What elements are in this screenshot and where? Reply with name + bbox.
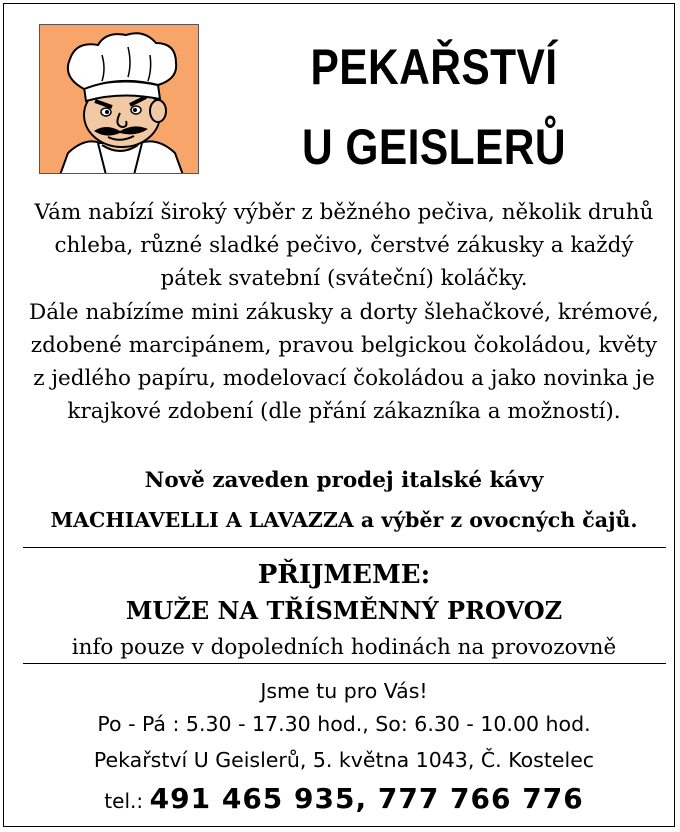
divider (23, 547, 666, 548)
phone-numbers: 491 465 935, 777 766 776 (149, 782, 584, 815)
hiring-info: info pouze v dopoledních hodinách na provozovně (71, 635, 617, 660)
phone-label: tel.: (104, 789, 144, 813)
greeting: Jsme tu pro Vás! (260, 679, 428, 703)
address: Pekařství U Geislerů, 5. května 1043, Č. Kostelec (93, 748, 595, 772)
hiring-heading: PŘIJMEME: (257, 560, 431, 590)
chef-logo (39, 24, 199, 174)
flyer (3, 3, 675, 827)
chef-icon (40, 25, 199, 174)
bakery-title-line1: PEKAŘSTVÍ (310, 39, 558, 95)
opening-hours: Po - Pá : 5.30 - 17.30 hod., So: 6.30 - 10.00 hod. (97, 712, 591, 736)
divider (23, 663, 666, 664)
hiring-position: MUŽE NA TŘÍSMĚNNÝ PROVOZ (125, 596, 563, 625)
products-paragraph: Dále nabízíme mini zákusky a dorty šlehačkové, krémové, zdobené marcipánem, pravou belgickou čokoládou, květy z jedlého papíru, modelovací čokoládou a jako novinka je krajkové zdobení (dle přání zákazníka a možností). (29, 300, 659, 424)
intro-paragraph: Vám nabízí široký výběr z běžného pečiva, několik druhů chleba, různé sladké pečivo, čerstvé zákusky a každý pátek svatební (sváteční) koláčky. (34, 200, 654, 291)
coffee-announcement: Nově zaveden prodej italské kávy (144, 468, 544, 493)
phone-line (24, 782, 664, 815)
coffee-brands: MACHIAVELLI A LAVAZZA a výběr z ovocných čajů. (50, 508, 638, 532)
bakery-title-line2: U GEISLERŮ (301, 119, 567, 175)
